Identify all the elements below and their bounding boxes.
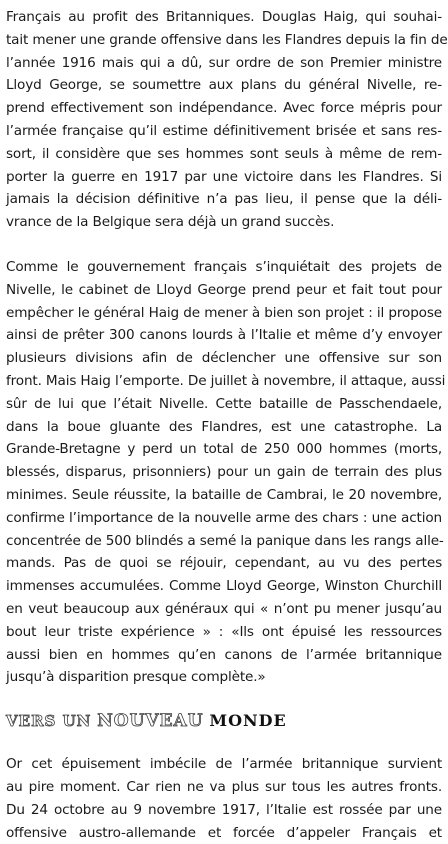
text-line: plusieurs divisions afin de déclencher une offensive sur son — [6, 347, 442, 370]
paragraph-haig-independence — [6, 6, 442, 234]
text-line: aussi bien en hommes qu’en canons de l’armée britannique — [6, 644, 442, 667]
text-line: jusqu’à disparition presque complète.» — [6, 666, 442, 689]
text-line: vrance de la Belgique sera déjà un grand succès. — [6, 211, 442, 234]
text-line: blessés, disparus, prisonniers) pour un gain de terrain des plus — [6, 461, 442, 484]
section-heading-outline-part: VERS UN — [6, 712, 91, 730]
text-line: Français au profit des Britanniques. Douglas Haig, qui souhai- — [6, 6, 442, 29]
text-line: l’armée française qu’il estime définitivement brisée et sans res- — [6, 120, 442, 143]
text-line: ainsi de prêter 300 canons lourds à l’Italie et même d’y envoyer — [6, 324, 442, 347]
text-line: jamais la décision définitive n’a pas lieu, il pense que la déli- — [6, 188, 442, 211]
section-heading — [6, 711, 442, 731]
text-line: Nivelle, le cabinet de Lloyd George prend peur et fait tout pour — [6, 279, 442, 302]
text-line: Lloyd George, se soumettre aux plans du général Nivelle, re- — [6, 74, 442, 97]
text-line: Du 24 octobre au 9 novembre 1917, l’Italie est rossée par une — [6, 799, 442, 822]
text-line: minimes. Seule réussite, la bataille de Cambrai, le 20 novembre, — [6, 484, 442, 507]
text-line: Or cet épuisement imbécile de l’armée britannique survient — [6, 753, 442, 776]
text-line: immenses accumulées. Comme Lloyd George, Winston Churchill — [6, 575, 442, 598]
text-line: front. Mais Haig l’emporte. De juillet à novembre, il attaque, aussi — [6, 370, 442, 393]
text-line: dans la boue gluante des Flandres, est une catastrophe. La — [6, 416, 442, 439]
paragraph-passchendaele — [6, 256, 442, 689]
text-line: concentrée de 500 blindés a semé la panique dans les rangs alle- — [6, 530, 442, 553]
section-heading-outline-part: NOUVEAU — [97, 711, 203, 731]
text-line: porter la guerre en 1917 par une victoire dans les Flandres. Si — [6, 166, 442, 189]
text-line: Grande-Bretagne y perd un total de 250 000 hommes (morts, — [6, 438, 442, 461]
text-line: sûr de lui que l’était Nivelle. Cette bataille de Passchendaele, — [6, 393, 442, 416]
text-line: Comme le gouvernement français s’inquiétait des projets de — [6, 256, 442, 279]
text-line: au pire moment. Car rien ne va plus sur tous les autres fronts. — [6, 776, 442, 799]
section-heading-solid-part: MONDE — [209, 711, 286, 730]
text-line: tait mener une grande offensive dans les Flandres depuis la fin de — [6, 29, 442, 52]
text-line: sort, il considère que ses hommes sont seuls à même de rem- — [6, 143, 442, 166]
text-line: en veut beaucoup aux généraux qui « n’ont pu mener jusqu’au — [6, 598, 442, 621]
text-line: offensive austro-allemande et forcée d’appeler Français et — [6, 822, 442, 844]
text-line: bout leur triste expérience » : «Ils ont épuisé les ressources — [6, 621, 442, 644]
text-line: mands. Pas de quoi se réjouir, cependant, au vu des pertes — [6, 552, 442, 575]
text-line: l’année 1916 mais qui a dû, sur ordre de son Premier ministre — [6, 52, 442, 75]
text-line: empêcher le général Haig de mener à bien son projet : il propose — [6, 302, 442, 325]
text-line: prend effectivement son indépendance. Avec force mépris pour — [6, 97, 442, 120]
paragraph-exhaustion — [6, 753, 442, 844]
text-line: confirme l’importance de la nouvelle arme des chars : une action — [6, 507, 442, 530]
